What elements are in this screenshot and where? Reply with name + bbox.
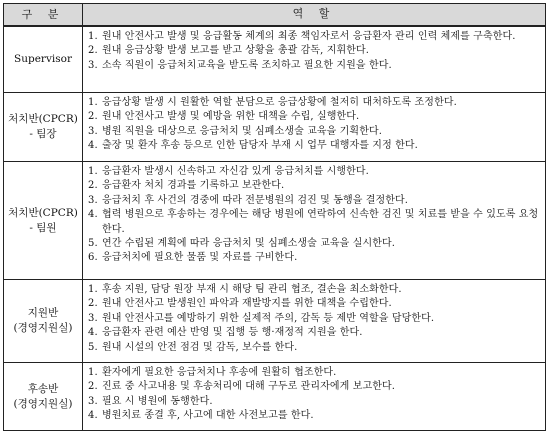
item-text: 필요 시 병원에 동행한다. (102, 395, 213, 407)
item-number: 1. (88, 97, 98, 108)
item-text: 원내 안전사고 발생 및 응급활동 체계의 최종 책임자로서 응급환자 관리 인력 체제를 구축한다. (102, 31, 516, 42)
list-item (88, 165, 539, 179)
item-number: 6. (88, 252, 98, 264)
role-list (88, 283, 539, 355)
item-text: 응급상황 발생 시 원활한 역할 분담으로 응급상황에 철저히 대처하도록 조정한다. (102, 97, 457, 108)
list-item (88, 208, 539, 237)
list-item (88, 237, 539, 251)
item-text: 연간 수립된 계획에 따라 응급처치 및 심폐소생술 교육을 실시한다. (102, 238, 396, 250)
list-item (88, 194, 539, 208)
table-row (4, 362, 545, 430)
division-label: 후송반 (27, 382, 59, 395)
list-item (88, 59, 539, 73)
roles-table (3, 3, 546, 431)
division-cell (4, 93, 82, 161)
item-number: 2. (88, 45, 98, 57)
item-text: 응급처치 후 사건의 경중에 따라 전문병원의 검진 및 동행을 결정한다. (102, 194, 409, 206)
item-text: 후송 지원, 담당 원장 부재 시 해당 팀 관리 협조, 결손을 최소화한다. (102, 284, 402, 295)
header-division: 구 분 (21, 8, 65, 21)
division-label: Supervisor (14, 53, 72, 65)
item-number: 2. (88, 111, 98, 123)
table-row (4, 92, 545, 161)
item-number: 4. (88, 410, 98, 422)
division-cell (4, 280, 82, 362)
item-text: 진료 중 사고내용 및 후송처리에 대해 구두로 관리자에게 보고한다. (102, 381, 396, 393)
division-sublabel: (경영지원실) (13, 322, 73, 334)
item-text: 소속 직원이 응급처치교육을 받도록 조치하고 필요한 지원을 한다. (102, 59, 392, 71)
item-text: 응급환자 처치 경과를 기록하고 보관한다. (102, 180, 285, 192)
item-text: 원내 안전사고를 예방하기 위한 실제적 주의, 감독 등 제반 역할을 담당한다. (102, 312, 435, 324)
item-text: 원내 응급상황 발생 보고를 받고 상황을 총괄 감독, 지휘한다. (102, 45, 370, 57)
role-list (88, 30, 539, 73)
item-number: 3. (88, 194, 98, 206)
item-text: 병원치료 종결 후, 사고에 대한 사전보고를 한다. (102, 410, 314, 422)
division-sublabel: - 팀원 (29, 221, 57, 234)
column-divider (82, 363, 83, 430)
header-role: 역 할 (292, 7, 336, 21)
division-sublabel: - 팀장 (29, 128, 57, 140)
item-text: 응급처치에 필요한 물품 및 자료를 구비한다. (102, 252, 298, 264)
item-number: 4. (88, 140, 98, 152)
item-number: 5. (88, 238, 98, 250)
list-item (88, 125, 539, 139)
list-item (88, 179, 539, 193)
division-label: 지원반 (27, 307, 59, 319)
table-header (4, 4, 545, 25)
item-text: 원내 시설의 안전 점검 및 감독, 보수를 한다. (102, 341, 298, 353)
item-number: 1. (88, 367, 98, 378)
column-divider (82, 162, 83, 279)
list-item (88, 30, 539, 44)
division-label: 처치반(CPCR) (8, 206, 78, 219)
item-text: 원내 안전사고 발생원인 파악과 재발방지를 위한 대책을 수립한다. (102, 298, 392, 310)
role-list (88, 165, 539, 266)
table-row (4, 279, 545, 362)
list-item (88, 312, 539, 326)
column-divider (82, 27, 83, 92)
item-number: 4. (88, 209, 98, 221)
division-cell (4, 27, 82, 92)
list-item (88, 341, 539, 355)
list-item (88, 326, 539, 340)
role-list (88, 366, 539, 424)
list-item (88, 366, 539, 380)
item-number: 2. (88, 180, 98, 192)
table-row (4, 25, 545, 92)
item-text: 원내 안전사고 발생 및 예방을 위한 대책을 수립, 실행한다. (102, 111, 360, 123)
item-number: 1. (88, 31, 98, 42)
division-cell (4, 162, 82, 279)
role-list (88, 96, 539, 154)
item-number: 2. (88, 298, 98, 310)
division-cell (4, 363, 82, 430)
item-number: 3. (88, 125, 98, 137)
list-item (88, 297, 539, 311)
item-number: 1. (88, 284, 98, 295)
list-item (88, 44, 539, 58)
item-number: 5. (88, 341, 98, 353)
list-item (88, 395, 539, 409)
item-text: 협력 병원으로 후송하는 경우에는 해당 병원에 연락하여 신속한 검진 및 치료를 받을 수 있도록 요청한다. (102, 209, 539, 235)
list-item (88, 409, 539, 423)
table-row (4, 161, 545, 279)
item-text: 응급환자 관련 예산 반영 및 집행 등 행·재정적 지원을 한다. (102, 327, 363, 339)
list-item (88, 251, 539, 265)
list-item (88, 139, 539, 153)
column-divider (82, 93, 83, 161)
item-text: 병원 직원을 대상으로 응급처치 및 심폐소생술 교육을 기획한다. (102, 125, 382, 137)
item-text: 환자에게 필요한 응급처치나 후송에 원활히 협조한다. (102, 367, 337, 378)
division-sublabel: (경영지원실) (13, 397, 73, 410)
list-item (88, 380, 539, 394)
item-number: 2. (88, 381, 98, 393)
item-number: 4. (88, 327, 98, 339)
item-number: 3. (88, 59, 98, 71)
item-number: 1. (88, 166, 98, 177)
column-divider (82, 280, 83, 362)
item-number: 3. (88, 312, 98, 324)
list-item (88, 283, 539, 297)
list-item (88, 110, 539, 124)
item-text: 출장 및 환자 후송 등으로 인한 담당자 부재 시 업무 대행자를 지정 한다. (102, 140, 418, 152)
item-number: 3. (88, 395, 98, 407)
division-label: 처치반(CPCR) (8, 113, 78, 125)
item-text: 응급환자 발생시 신속하고 자신감 있게 응급처치를 시행한다. (102, 166, 369, 177)
list-item (88, 96, 539, 110)
